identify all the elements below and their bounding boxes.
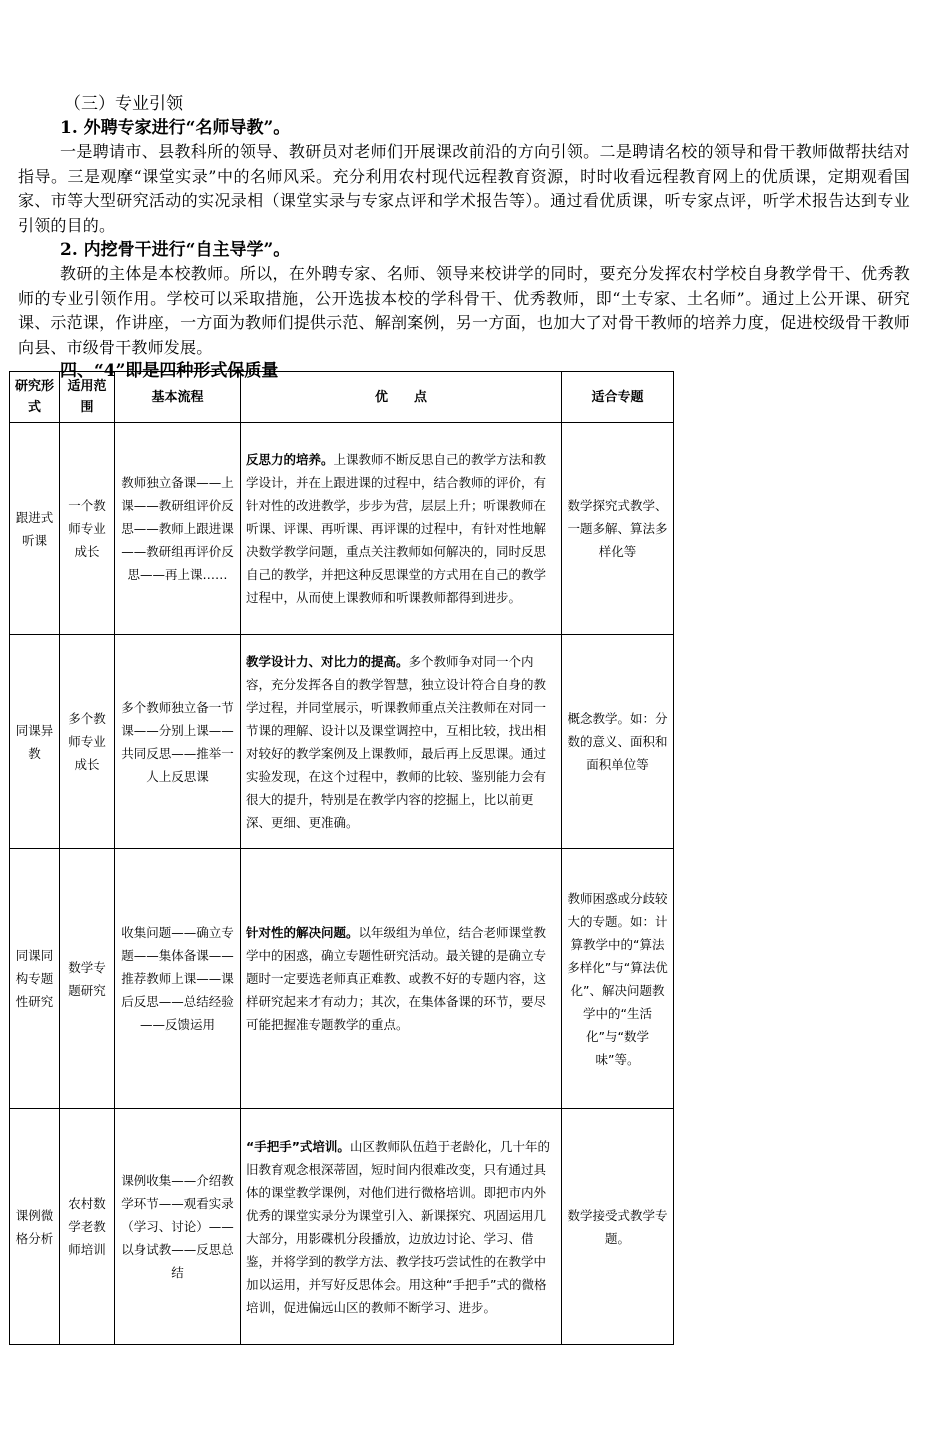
cell-process: 收集问题——确立专题——集体备课——推荐教师上课——课后反思——总结经验——反馈运用 <box>115 849 241 1109</box>
cell-process: 教师独立备课——上课——教研组评价反思——教师上跟进课——教研组再评价反思——再上课…… <box>115 423 241 635</box>
advantage-text: 以年级组为单位，结合老师课堂教学中的困惑，确立专题性研究活动。最关键的是确立专题时一定要选老师真正难教、或教不好的专题内容，这样研究起来才有动力；其次，在集体备课的环节，要尽可能把握准专题教学的重点。 <box>246 925 547 1032</box>
cell-process: 课例收集——介绍教学环节——观看实录（学习、讨论）——以身试教——反思总结 <box>115 1109 241 1345</box>
table-row <box>10 423 674 635</box>
cell-form: 同课同构专题性研究 <box>10 849 60 1109</box>
advantage-key-point: 反思力的培养。 <box>246 452 334 467</box>
document-body <box>18 92 910 382</box>
subheading-external-experts: 1. 外聘专家进行“名师导教”。 <box>60 118 291 138</box>
header-advantages: 优 点 <box>241 372 562 423</box>
cell-advantages <box>241 635 562 849</box>
advantage-text: 山区教师队伍趋于老龄化，几十年的旧教育观念根深蒂固，短时间内很难改变，只有通过具体的课堂教学课例，对他们进行微格培训。即把市内外优秀的课堂实录分为课堂引入、新课探究、巩固运用几大部分，用影碟机分段播放，边放边讨论、学习、借鉴，并将学到的教学方法、教学技巧尝试性的在教学中加以运用，并写好反思体会。用这种“手把手”式的微格培训，促进偏远山区的教师不断学习、进步。 <box>246 1138 550 1315</box>
advantage-text: 多个教师争对同一个内容，充分发挥各自的教学智慧，独立设计符合自身的教学过程，并同堂展示，听课教师重点关注教师在对同一节课的理解、设计以及课堂调控中，互相比较，找出相对较好的教学案例及上课教师，最后再上反思课。通过实验发现，在这个过程中，教师的比较、鉴别能力会有很大的提升，特别是在教学内容的挖掘上，比以前更深、更细、更准确。 <box>246 653 547 830</box>
cell-form: 课例微格分析 <box>10 1109 60 1345</box>
cell-advantages <box>241 849 562 1109</box>
section-heading-four-forms: 四、“4”即是四种形式保质量 <box>60 361 279 381</box>
table-row <box>10 849 674 1109</box>
paragraph-internal-backbone: 教研的主体是本校教师。所以，在外聘专家、名师、领导来校讲学的同时，要充分发挥农村学校自身教学骨干、优秀教师的专业引领作用。学校可以采取措施，公开选拔本校的学科骨干、优秀教师，即“土专家、土名师”。通过上公开课、研究课、示范课，作讲座，一方面为教师们提供示范、解剖案例，另一方面，也加大了对骨干教师的培养力度，促进校级骨干教师向县、市级骨干教师发展。 <box>18 264 910 357</box>
cell-topic: 数学探究式教学、一题多解、算法多样化等 <box>562 423 674 635</box>
paragraph-external-experts: 一是聘请市、县教科所的领导、教研员对老师们开展课改前沿的方向引领。二是聘请名校的领导和骨干教师做帮扶结对指导。三是观摩“课堂实录”中的名师风采。充分利用农村现代远程教育资源，时时收看远程教育网上的优质课，定期观看国家、市等大型研究活动的实况录相（课堂实录与专家点评和学术报告等）。通过看优质课，听专家点评，听学术报告达到专业引领的目的。 <box>18 142 910 235</box>
cell-scope: 农村数学老教师培训 <box>60 1109 115 1345</box>
research-forms-table <box>9 371 674 1345</box>
cell-process: 多个教师独立备一节课——分别上课——共同反思——推举一人上反思课 <box>115 635 241 849</box>
header-process: 基本流程 <box>115 372 241 423</box>
header-topic: 适合专题 <box>562 372 674 423</box>
advantage-key-point: “手把手”式培训。 <box>246 1138 350 1154</box>
cell-scope: 多个教师专业成长 <box>60 635 115 849</box>
cell-topic: 概念教学。如：分数的意义、面积和面积单位等 <box>562 635 674 849</box>
cell-advantages <box>241 1109 562 1345</box>
table-header-row <box>10 372 674 423</box>
cell-scope: 一个教师专业成长 <box>60 423 115 635</box>
table-row <box>10 1109 674 1345</box>
header-research-form: 研究形式 <box>10 372 60 423</box>
advantage-key-point: 针对性的解决问题。 <box>246 925 359 940</box>
cell-form: 同课异教 <box>10 635 60 849</box>
advantage-key-point: 教学设计力、对比力的提高。 <box>246 653 409 669</box>
table-row <box>10 635 674 849</box>
advantage-text: 上课教师不断反思自己的教学方法和教学设计，并在上跟进课的过程中，结合教师的评价，有针对性的改进教学，步步为营，层层上升；听课教师在听课、评课、再听课、再评课的过程中，有针对性地解决数学教学问题，重点关注教师如何解决的，同时反思自己的教学，并把这种反思课堂的方式用在自己的教学过程中，从而使上课教师和听课教师都得到进步。 <box>246 452 547 605</box>
header-scope: 适用范围 <box>60 372 115 423</box>
subheading-internal-backbone: 2. 内挖骨干进行“自主导学”。 <box>60 240 291 260</box>
cell-topic: 数学接受式教学专题。 <box>562 1109 674 1345</box>
section-heading-professional-guidance: （三）专业引领 <box>64 94 183 114</box>
cell-advantages <box>241 423 562 635</box>
cell-form: 跟进式听课 <box>10 423 60 635</box>
cell-scope: 数学专题研究 <box>60 849 115 1109</box>
cell-topic: 教师困惑或分歧较大的专题。如：计算教学中的“算法多样化”与“算法优化”、解决问题教学中的“生活化”与“数学味”等。 <box>562 849 674 1109</box>
